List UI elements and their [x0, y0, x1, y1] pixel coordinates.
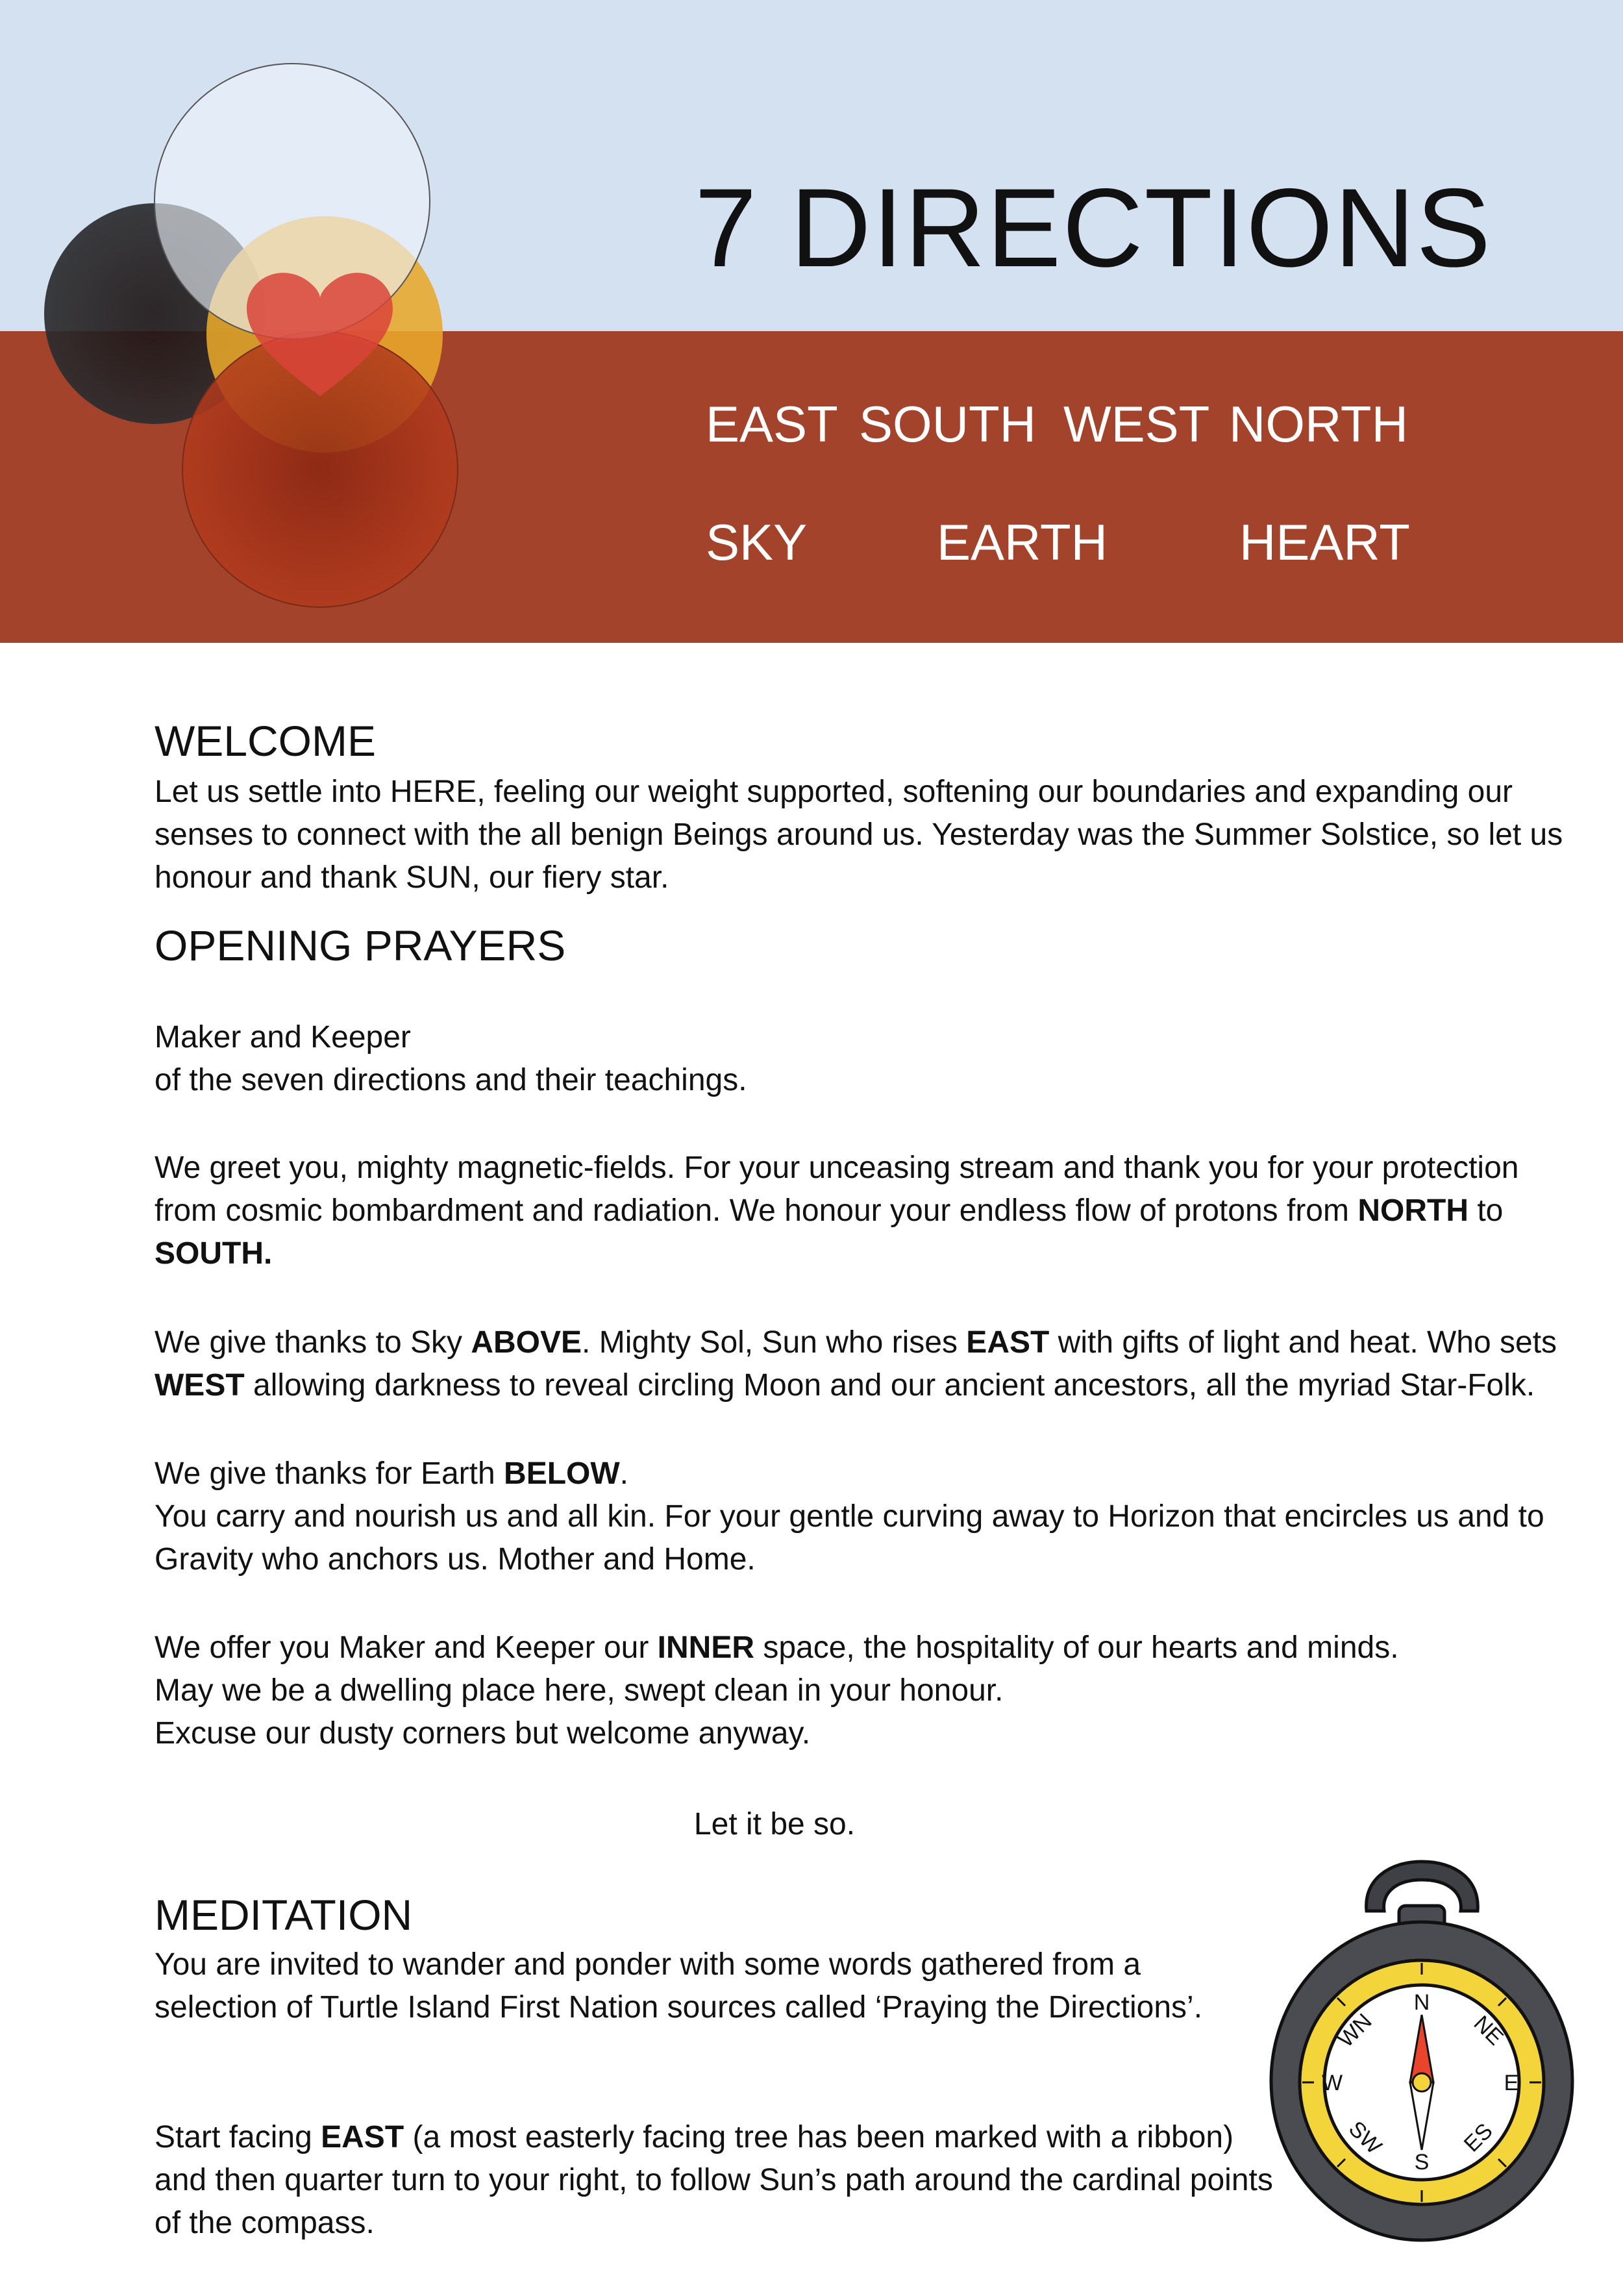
prayer-text: May we be a dwelling place here, swept clean in your honour. [155, 1673, 1004, 1708]
compass-label-n: N [1413, 1990, 1430, 2015]
meditation-heading: MEDITATION [155, 1891, 413, 1939]
emphasis-above: ABOVE [471, 1325, 582, 1360]
compass-label-e: E [1504, 2071, 1519, 2095]
compass-label-es: ES [1459, 2118, 1498, 2157]
prayer-text: with gifts of light and heat. Who sets [1049, 1325, 1557, 1360]
prayer-maker-keeper [155, 1016, 1589, 1102]
prayer-text: . Mighty Sol, Sun who rises [582, 1325, 967, 1360]
direction-heart: HEART [1239, 514, 1410, 571]
welcome-text: Let us settle into HERE, feeling our weight supported, softening our boundaries and expanding our senses to connect with the all benign Beings around us. Yesterday was the Summer Solstice, so let us honour and thank SUN, our fiery star. [155, 775, 1563, 895]
compass-label-sw: SW [1343, 2116, 1387, 2160]
prayer-text: We give thanks to Sky [155, 1325, 471, 1360]
page-title: 7 DIRECTIONS [695, 166, 1493, 290]
needle-pivot-icon [1413, 2073, 1431, 2091]
prayer-text: We give thanks for Earth [155, 1456, 504, 1491]
seven-directions-logo [0, 0, 623, 623]
direction-sky: SKY [706, 514, 808, 571]
compass-label-s: S [1414, 2150, 1430, 2175]
compass-label-ne: NE [1468, 2011, 1508, 2051]
prayer-sky-above [155, 1321, 1589, 1407]
emphasis-inner: INNER [657, 1630, 754, 1665]
meditation-instructions [155, 2116, 1284, 2245]
prayer-earth-below [155, 1453, 1589, 1581]
direction-earth: EARTH [937, 514, 1108, 571]
prayer-text: allowing darkness to reveal circling Moon and our ancient ancestors, all the myriad Star-Folk. [244, 1368, 1535, 1403]
emphasis-south: SOUTH. [155, 1236, 273, 1271]
prayer-text: . [619, 1456, 629, 1491]
emphasis-east: EAST [321, 2120, 404, 2154]
prayer-magnetic-fields [155, 1147, 1589, 1275]
emphasis-east: EAST [966, 1325, 1050, 1360]
prayer-text: to [1468, 1193, 1504, 1228]
compass-icon [1266, 1854, 1591, 2256]
prayer-text: Excuse our dusty corners but welcome anyway. [155, 1716, 811, 1751]
prayer-text: We greet you, mighty magnetic-fields. For your unceasing stream and thank you for your protection from cosmic bombardment and radiation. We honour your endless flow of protons from [155, 1151, 1519, 1228]
emphasis-below: BELOW [504, 1456, 620, 1491]
direction-east: EAST [706, 395, 838, 453]
meditation-text: Start facing [155, 2120, 321, 2154]
prayer-text: space, the hospitality of our hearts and minds. [754, 1630, 1399, 1665]
closing-line: Let it be so. [693, 1807, 856, 1841]
welcome-heading: WELCOME [155, 717, 377, 765]
direction-south: SOUTH [859, 395, 1036, 453]
prayer-line: Maker and Keeper [155, 1020, 411, 1054]
prayer-text: You carry and nourish us and all kin. For your gentle curving away to Horizon that encircles us and to Gravity who anchors us. Mother and Home. [155, 1499, 1544, 1577]
header-banner [0, 0, 1623, 643]
meditation-text: (a most easterly facing tree has been marked with a ribbon) and then quarter turn to your right, to follow Sun’s path around the cardinal points of the compass. [155, 2120, 1273, 2240]
direction-west: WEST [1063, 395, 1210, 453]
prayer-inner-space [155, 1627, 1589, 1755]
opening-prayers-heading: OPENING PRAYERS [155, 921, 566, 969]
direction-north: NORTH [1229, 395, 1408, 453]
prayer-line: of the seven directions and their teachings. [155, 1063, 747, 1097]
compass-label-w: W [1321, 2071, 1343, 2095]
emphasis-north: NORTH [1357, 1193, 1468, 1228]
compass-ring-icon [1367, 1862, 1478, 1911]
compass-label-wn: WN [1333, 2008, 1377, 2053]
meditation-intro: You are invited to wander and ponder with some words gathered from a selection of Turtle Island First Nation sources called ‘Praying the Directions’. [155, 1947, 1203, 2025]
emphasis-west: WEST [155, 1368, 245, 1403]
prayer-text: We offer you Maker and Keeper our [155, 1630, 658, 1665]
